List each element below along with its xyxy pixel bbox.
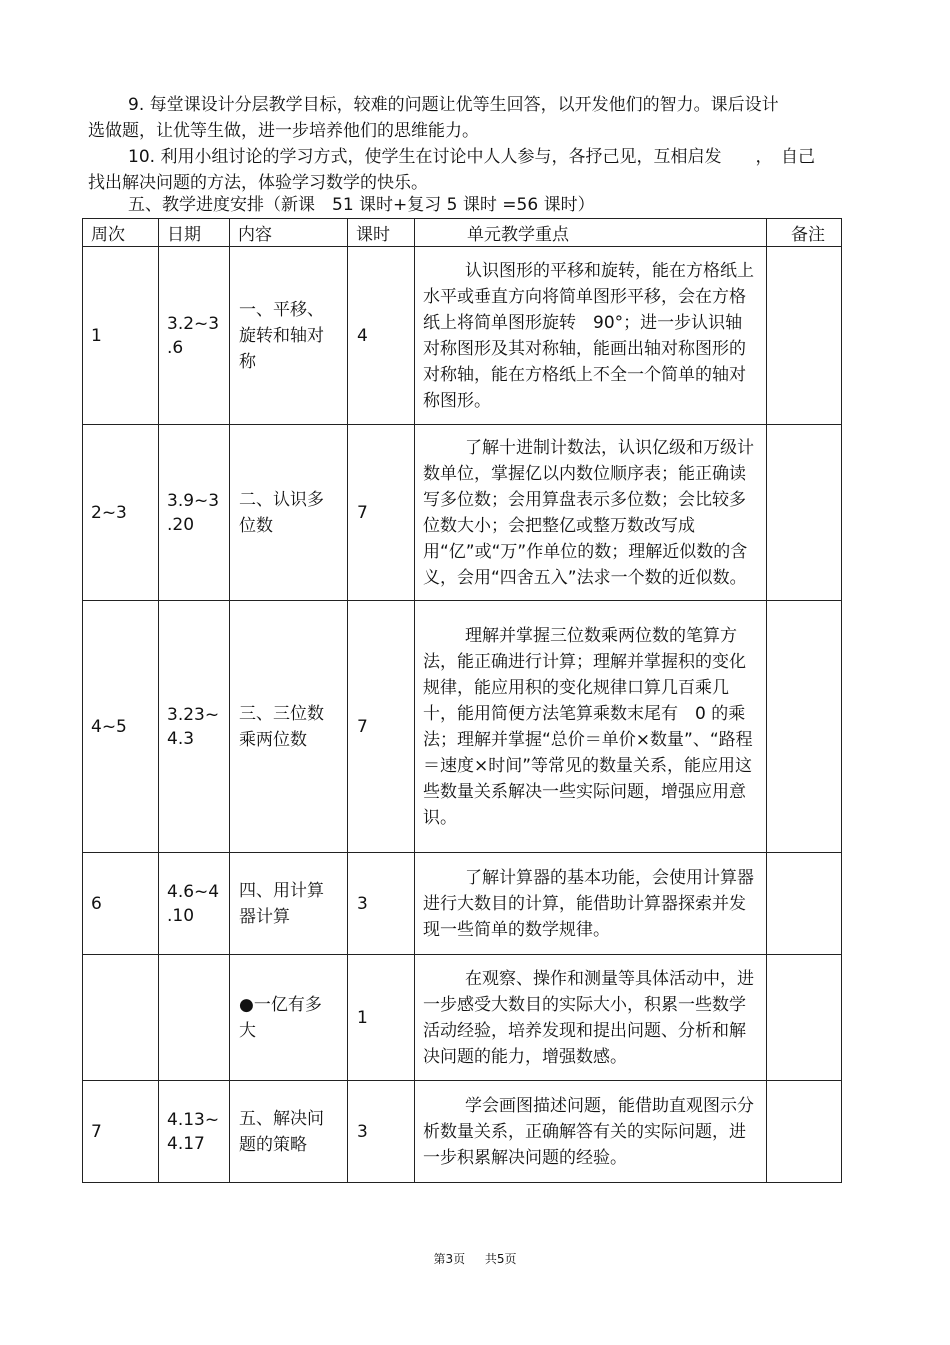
content-line: 三、三位数 — [239, 703, 324, 724]
date-line: 3.2~3 — [167, 313, 220, 334]
note-cell — [767, 425, 842, 601]
date-line: 4.3 — [167, 728, 195, 749]
date-line: 3.23~ — [167, 704, 220, 725]
focus-cell — [415, 1081, 767, 1183]
date-line: 4.17 — [167, 1133, 205, 1154]
date-cell — [159, 425, 230, 601]
content-line: 一、平移、 — [239, 299, 324, 320]
table-row — [83, 425, 842, 601]
hours-cell: 7 — [348, 425, 415, 601]
focus-text: 理解并掌握三位数乘两位数的笔算方法，能正确进行计算；理解并掌握积的变化规律，能应用积的变化规律口算几百乘几十，能用简便方法笔算乘数末尾有 0 的乘法；理解并掌握“总价＝单价×数量”、“路程＝速度×时间”等常见的数量关系，能应用这些数量关系解决一些实际问题，增强应用意识。 — [423, 625, 753, 828]
header-date: 日期 — [159, 219, 230, 247]
week-cell: 1 — [83, 247, 159, 425]
date-line: .20 — [167, 514, 195, 535]
hours-cell: 3 — [348, 853, 415, 955]
content-cell — [230, 425, 348, 601]
paragraph-9-line-2: 选做题，让优等生做，进一步培养他们的思维能力。 — [88, 121, 479, 141]
table-header-row — [83, 219, 842, 247]
content-cell — [230, 853, 348, 955]
header-week: 周次 — [83, 219, 159, 247]
content-cell — [230, 247, 348, 425]
content-line: 大 — [239, 1020, 256, 1041]
date-cell — [159, 853, 230, 955]
week-cell: 7 — [83, 1081, 159, 1183]
paragraph-10-line-2: 找出解决问题的方法，体验学习数学的快乐。 — [88, 173, 428, 193]
date-line: 4.6~4 — [167, 881, 220, 902]
week-cell: 6 — [83, 853, 159, 955]
header-note: 备注 — [767, 219, 842, 247]
page-total: 共5页 — [484, 1252, 517, 1266]
date-line: 3.9~3 — [167, 490, 220, 511]
content-line: 五、解决问 — [239, 1108, 324, 1129]
header-hours: 课时 — [348, 219, 415, 247]
content-line: 四、用计算 — [239, 880, 324, 901]
page-number: 第3页 — [433, 1252, 466, 1266]
content-line: 题的策略 — [239, 1134, 307, 1155]
focus-cell — [415, 853, 767, 955]
note-cell — [767, 1081, 842, 1183]
note-cell — [767, 247, 842, 425]
paragraph-9-line-1: 9. 每堂课设计分层教学目标，较难的问题让优等生回答，以开发他们的智力。课后设计 — [128, 95, 779, 115]
content-line: 位数 — [239, 515, 273, 536]
hours-cell: 1 — [348, 955, 415, 1081]
content-line: 二、认识多 — [239, 489, 324, 510]
hours-cell: 3 — [348, 1081, 415, 1183]
paragraph-10 — [88, 144, 868, 196]
focus-cell — [415, 601, 767, 853]
content-cell — [230, 601, 348, 853]
note-cell — [767, 955, 842, 1081]
focus-cell — [415, 425, 767, 601]
content-line: 乘两位数 — [239, 729, 307, 750]
focus-text: 学会画图描述问题，能借助直观图示分析数量关系，正确解答有关的实际问题，进一步积累解决问题的经验。 — [423, 1095, 754, 1168]
note-cell — [767, 601, 842, 853]
header-content: 内容 — [230, 219, 348, 247]
table-row — [83, 955, 842, 1081]
content-line: 器计算 — [239, 906, 290, 927]
focus-cell — [415, 955, 767, 1081]
content-line: 称 — [239, 351, 256, 372]
paragraph-9 — [88, 92, 868, 144]
focus-text: 认识图形的平移和旋转，能在方格纸上水平或垂直方向将简单图形平移，会在方格纸上将简单图形旋转 90°；进一步认识轴对称图形及其对称轴，能画出轴对称图形的对称轴，能在方格纸上不全一个简单的轴对称图形。 — [423, 260, 754, 411]
week-cell: 2~3 — [83, 425, 159, 601]
date-cell — [159, 955, 230, 1081]
focus-text: 了解计算器的基本功能，会使用计算器进行大数目的计算，能借助计算器探索并发现一些简单的数学规律。 — [423, 867, 754, 940]
schedule-table — [82, 218, 842, 1183]
date-line: 4.13~ — [167, 1109, 220, 1130]
focus-text: 在观察、操作和测量等具体活动中，进一步感受大数目的实际大小，积累一些数学活动经验，培养发现和提出问题、分析和解决问题的能力，增强数感。 — [423, 968, 754, 1067]
week-cell — [83, 955, 159, 1081]
focus-text: 了解十进制计数法，认识亿级和万级计数单位，掌握亿以内数位顺序表；能正确读写多位数；会用算盘表示多位数；会比较多位数大小；会把整亿或整万数改写成用“亿”或“万”作单位的数；理解近似数的含义，会用“四舍五入”法求一个数的近似数。 — [423, 437, 754, 588]
page-footer — [0, 1250, 950, 1267]
table-row — [83, 247, 842, 425]
week-cell: 4~5 — [83, 601, 159, 853]
header-focus: 单元教学重点 — [415, 219, 767, 247]
date-cell — [159, 247, 230, 425]
note-cell — [767, 853, 842, 955]
table-row — [83, 1081, 842, 1183]
focus-cell — [415, 247, 767, 425]
date-line: .10 — [167, 905, 195, 926]
section-heading: 五、教学进度安排（新课 51 课时+复习 5 课时 =56 课时） — [128, 195, 595, 215]
table-row — [83, 601, 842, 853]
content-line: 旋转和轴对 — [239, 325, 324, 346]
date-cell — [159, 1081, 230, 1183]
hours-cell: 4 — [348, 247, 415, 425]
content-line: ●一亿有多 — [239, 994, 322, 1015]
paragraph-10-line-1: 10. 利用小组讨论的学习方式，使学生在讨论中人人参与，各抒己见，互相启发 ， 自己 — [128, 147, 815, 167]
content-cell — [230, 955, 348, 1081]
content-cell — [230, 1081, 348, 1183]
date-cell — [159, 601, 230, 853]
hours-cell: 7 — [348, 601, 415, 853]
table-row — [83, 853, 842, 955]
date-line: .6 — [167, 337, 184, 358]
